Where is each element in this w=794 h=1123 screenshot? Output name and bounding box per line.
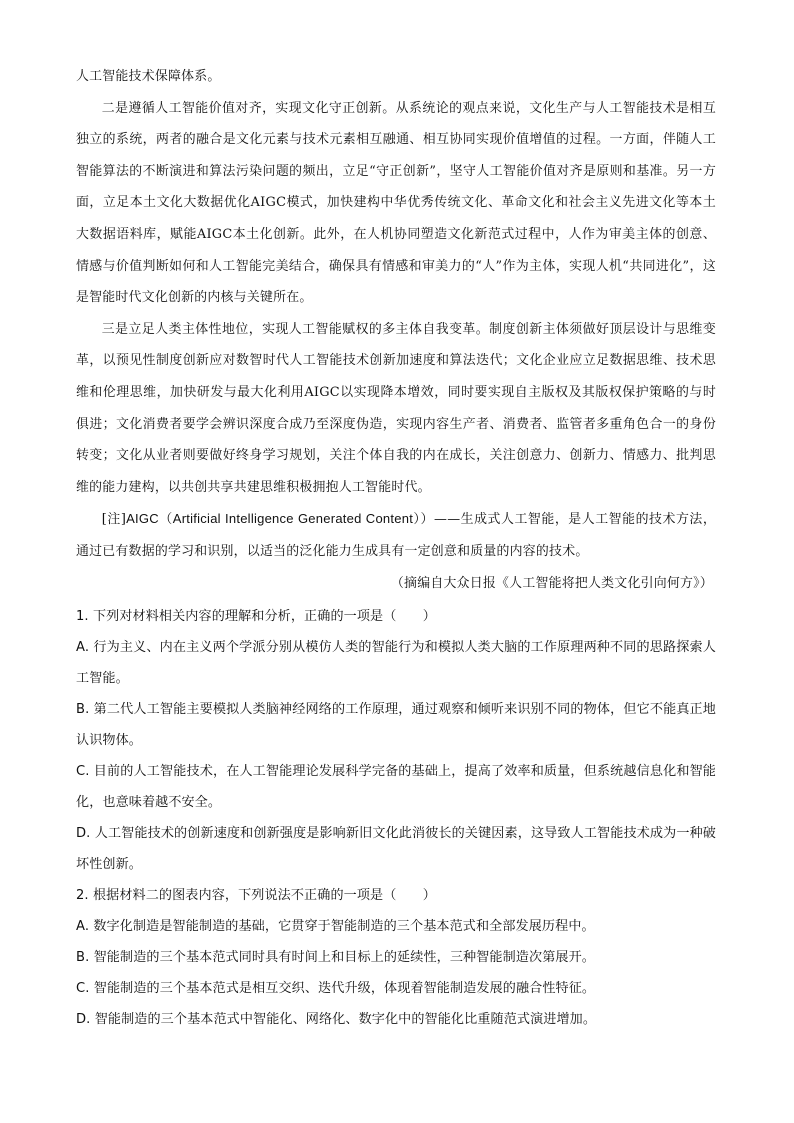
- passage-continued-line: 人工智能技术保障体系。: [76, 69, 221, 84]
- question-option: C. 目前的人工智能技术，在人工智能理论发展科学完备的基础上，提高了效率和质量，但系统越信息化和智能化，也意味着越不安全。: [76, 764, 716, 811]
- question-option: A. 数字化制造是智能制造的基础，它贯穿于智能制造的三个基本范式和全部发展历程中。: [76, 919, 595, 935]
- note-prefix: [注]: [101, 512, 127, 528]
- passage-note: [76, 503, 716, 567]
- passage-paragraph-2: 二是遵循人工智能价值对齐，实现文化守正创新。从系统论的观点来说，文化生产与人工智能技术是相互独立的系统，两者的融合是文化元素与技术元素相互融通、相互协同实现价值增值的过程。一方面，伴随人工智能算法的不断演进和算法污染问题的频出，立足“守正创新”，坚守人工智能价值对齐是原则和基准。另一方面，立足本土文化大数据优化AIGC模式，加快建构中华优秀传统文化、革命文化和社会主义先进文化等本土大数据语料库，赋能AIGC本土化创新。此外，在人机协同塑造文化新范式过程中，人作为审美主体的创意、情感与价值判断如何和人工智能完美结合，确保具有情感和审美力的“人”作为主体，实现人机“共同进化”，这是智能时代文化创新的内核与关键所在。: [76, 100, 716, 306]
- question-option: B. 智能制造的三个基本范式同时具有时间上和目标上的延续性，三种智能制造次第展开。: [76, 950, 595, 966]
- question-option: B. 第二代人工智能主要模拟人类脑神经网络的工作原理，通过观察和倾听来识别不同的物体，但它不能真正地认识物体。: [76, 702, 716, 749]
- question-option: D. 人工智能技术的创新速度和创新强度是影响新旧文化此消彼长的关键因素，这导致人工智能技术成为一种破坏性创新。: [76, 826, 716, 873]
- passage-source: （摘编自大众日报《人工智能将把人类文化引向何方》）: [390, 575, 713, 591]
- note-body: ——生成式人工智能，是人工智能的技术方法，通过已有数据的学习和识别，以适当的泛化能力生成具有一定创意和质量的内容的技术。: [76, 512, 717, 559]
- question-stem: 1. 下列对材料相关内容的理解和分析，正确的一项是（ ）: [76, 609, 436, 625]
- question-stem: 2. 根据材料二的图表内容，下列说法不正确的一项是（ ）: [76, 888, 436, 904]
- question-2: [76, 880, 716, 1035]
- question-option: D. 智能制造的三个基本范式中智能化、网络化、数字化中的智能化比重随范式演进增加。: [76, 1012, 597, 1028]
- note-term: AIGC（Artificial Intelligence Generated Content））: [126, 511, 435, 527]
- question-option: A. 行为主义、内在主义两个学派分别从模仿人类的智能行为和模拟人类大脑的工作原理两种不同的思路探索人工智能。: [76, 640, 716, 687]
- passage-paragraph-3: 三是立足人类主体性地位，实现人工智能赋权的多主体自我变革。制度创新主体须做好顶层设计与思维变革，以预见性制度创新应对数智时代人工智能技术创新加速度和算法迭代；文化企业应立足数据思维、技术思维和伦理思维，加快研发与最大化利用AIGC以实现降本增效，同时要实现自主版权及其版权保护策略的与时俱进；文化消费者要学会辨识深度合成乃至深度伪造，实现内容生产者、消费者、监管者多重角色合一的身份转变；文化从业者则要做好终身学习规划，关注个体自我的内在成长，关注创意力、创新力、情感力、批判思维的能力建构，以共创共享共建思维积极拥抱人工智能时代。: [76, 321, 716, 495]
- question-option: C. 智能制造的三个基本范式是相互交织、迭代升级，体现着智能制造发展的融合性特征。: [76, 981, 596, 997]
- question-1: [76, 601, 716, 880]
